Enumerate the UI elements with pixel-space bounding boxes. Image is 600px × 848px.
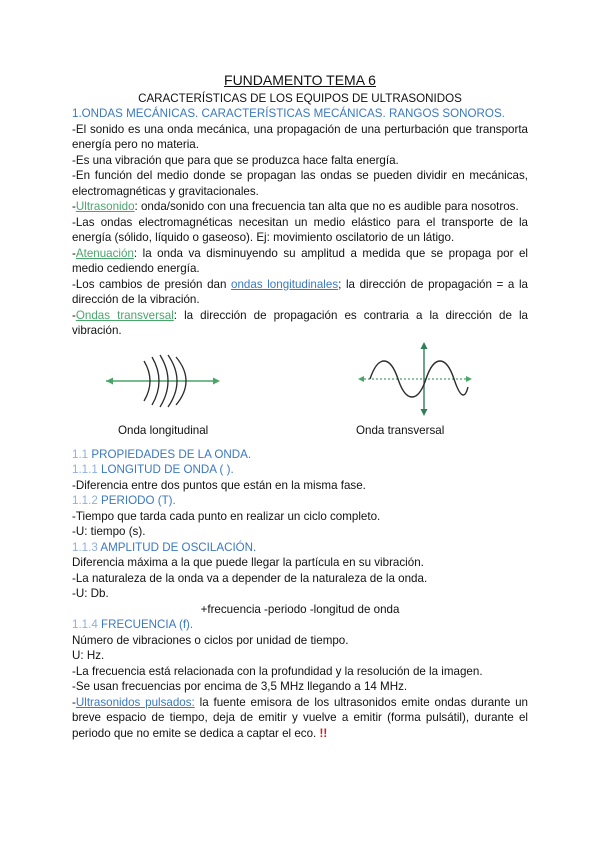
- section-number: 1.1.4: [72, 618, 98, 631]
- section-number: 1.1.1: [72, 463, 98, 476]
- paragraph: -Diferencia entre dos puntos que están en la misma fase.: [72, 478, 366, 492]
- paragraph: -La naturaleza de la onda va a depender de la naturaleza de la onda.: [72, 571, 428, 585]
- section-1-1-heading: [72, 447, 528, 463]
- section-number: 1.1.2: [72, 494, 98, 507]
- document-subtitle: CARACTERÍSTICAS DE LOS EQUIPOS DE ULTRASONIDOS: [138, 92, 462, 105]
- paragraph: -Se usan frecuencias por encima de 3,5 MHz llegando a 14 MHz.: [72, 680, 408, 693]
- term-ondas-transversal: Ondas transversal: [75, 308, 174, 322]
- paragraph: -Es una vibración que para que se produzca hace falta energía.: [72, 153, 399, 167]
- paragraph: Número de vibraciones o ciclos por unidad de tiempo.: [72, 633, 349, 647]
- text: : la dirección de propagación es contraria a la dirección de la vibración.: [72, 308, 528, 337]
- transversal-caption: Onda transversal: [356, 423, 445, 437]
- text: : onda/sonido con una frecuencia tan alta que no es audible para nosotros.: [134, 200, 519, 213]
- paragraph: [72, 308, 528, 339]
- section-1-1-3-heading: [72, 540, 528, 556]
- paragraph: [72, 695, 528, 742]
- document-title: FUNDAMENTO TEMA 6: [224, 72, 376, 88]
- text: -: [72, 308, 76, 322]
- exclamation-mark: !!: [319, 726, 328, 740]
- document-page: [72, 72, 528, 741]
- link-ultrasonidos-pulsados[interactable]: Ultrasonidos pulsados:: [75, 695, 195, 709]
- longitudinal-caption: Onda longitudinal: [118, 423, 209, 437]
- paragraph: -El sonido es una onda mecánica, una propagación de una perturbación que transporta energía pero no materia.: [72, 122, 528, 151]
- section-title: PROPIEDADES DE LA ONDA.: [88, 447, 252, 461]
- section-title: PERIODO (T).: [97, 494, 176, 507]
- paragraph: -U: tiempo (s).: [72, 525, 146, 538]
- paragraph: -U: Db.: [72, 587, 109, 600]
- longitudinal-wave-icon: [104, 353, 222, 409]
- text: -: [72, 200, 76, 213]
- paragraph: [72, 277, 528, 308]
- paragraph: -Las ondas electromagnéticas necesitan un medio elástico para el transporte de la energía (sólido, líquido o gaseoso). Ej: movimiento oscilatorio de un látigo.: [72, 215, 528, 244]
- section-number: 1.1.3: [72, 540, 98, 554]
- section-1-1-4-heading: [72, 617, 528, 633]
- text: -Los cambios de presión dan: [72, 277, 232, 291]
- text: -: [72, 695, 76, 709]
- section-title: FRECUENCIA (f).: [97, 618, 194, 631]
- paragraph: -En función del medio donde se propagan las ondas se pueden dividir en mecánicas, electromagnéticas y gravitacionales.: [72, 169, 528, 198]
- section-1-heading: 1.ONDAS MECÁNICAS. CARACTERÍSTICAS MECÁNICAS. RANGOS SONOROS.: [72, 107, 505, 120]
- link-ondas-longitudinales[interactable]: ondas longitudinales: [231, 277, 339, 291]
- paragraph: [72, 246, 528, 277]
- term-ultrasonido: Ultrasonido: [75, 200, 135, 213]
- relation-note: +frecuencia -periodo -longitud de onda: [200, 602, 400, 616]
- section-1-1-2-heading: [72, 493, 528, 509]
- wave-figures: [72, 339, 528, 447]
- paragraph: Diferencia máxima a la que puede llegar la partícula en su vibración.: [72, 556, 424, 569]
- text: la fuente emisora de los ultrasonidos emite ondas durante un breve espacio de tiempo, deja de emitir y vuelve a emitir (forma pulsátil), durante el periodo que no emite se dedica a captar el eco.: [72, 695, 528, 740]
- paragraph: -Tiempo que tarda cada punto en realizar un ciclo completo.: [72, 509, 381, 523]
- term-atenuacion: Atenuación: [75, 246, 134, 260]
- section-1-1-1-heading: [72, 462, 528, 478]
- transversal-wave-icon: [354, 339, 474, 419]
- section-title: AMPLITUD DE OSCILACIÓN.: [97, 540, 257, 554]
- paragraph: -La frecuencia está relacionada con la profundidad y la resolución de la imagen.: [72, 664, 483, 678]
- text: : la onda va disminuyendo su amplitud a medida que se propaga por el medio cediendo energía.: [72, 246, 528, 275]
- paragraph: [72, 199, 528, 215]
- section-title: LONGITUD DE ONDA ( ).: [97, 463, 234, 476]
- text: ; la dirección de propagación = a la dirección de la vibración.: [72, 277, 528, 306]
- paragraph: U: Hz.: [72, 649, 105, 662]
- section-number: 1.1: [72, 447, 89, 461]
- text: -: [72, 246, 76, 260]
